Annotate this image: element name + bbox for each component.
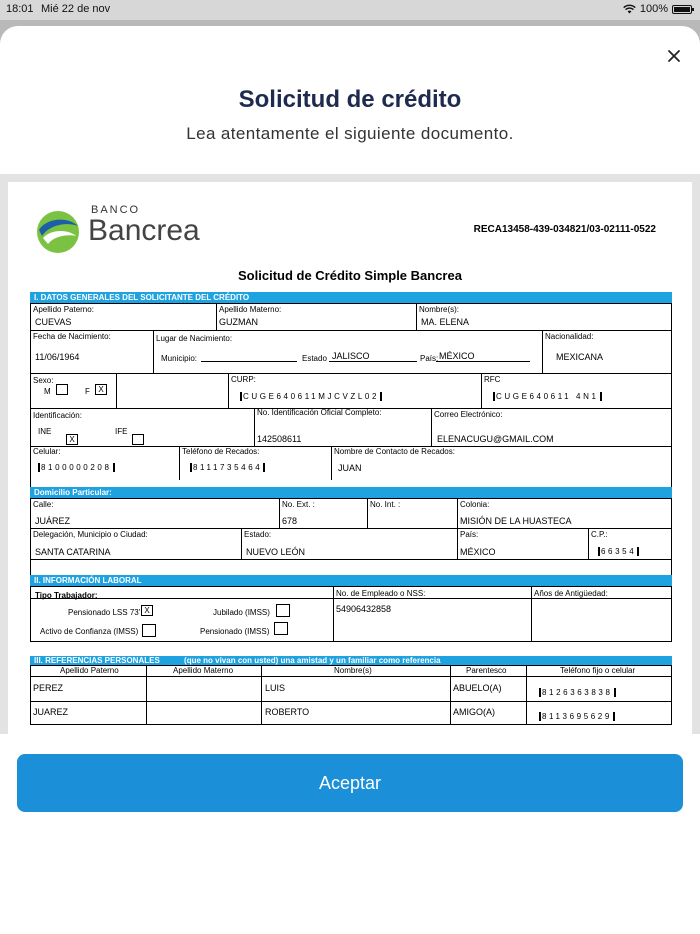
calle-label: Calle: — [33, 500, 54, 509]
col-divider — [254, 408, 255, 446]
sexo-f-label: F — [85, 387, 90, 396]
num-id-label: No. Identificación Oficial Completo: — [257, 408, 382, 417]
sexo-f-checkbox[interactable]: X — [95, 384, 107, 395]
col-divider — [367, 498, 368, 528]
col-divider — [531, 586, 532, 642]
col-header-telefono: Teléfono fijo o celular — [560, 666, 636, 675]
section-domicilio: Domicilio Particular: — [30, 487, 672, 498]
municipio-label: Municipio: — [161, 354, 198, 363]
pensionado-imss-label: Pensionado (IMSS) — [200, 627, 270, 636]
col-divider — [431, 408, 432, 446]
status-right — [623, 3, 692, 15]
ref-row-2-nombre: ROBERTO — [265, 707, 310, 717]
section-informacion-laboral: II. INFORMACIÓN LABORAL — [30, 575, 672, 586]
col-divider — [542, 330, 543, 373]
col-divider — [216, 303, 217, 330]
col-header-paterno: Apellido Paterno — [60, 666, 119, 675]
empleado-value: 54906432858 — [336, 604, 392, 614]
correo-label: Correo Electrónico: — [434, 410, 503, 419]
pensionado-lss-label: Pensionado LSS 73' — [68, 608, 141, 617]
ref-row-2-parentesco: AMIGO(A) — [453, 707, 495, 717]
empleado-label: No. de Empleado o NSS: — [336, 589, 426, 598]
close-icon[interactable] — [662, 44, 686, 68]
ext-label: No. Ext. : — [282, 500, 315, 509]
col-divider — [228, 373, 229, 408]
estado-label: Estado — [302, 354, 327, 363]
confianza-label: Activo de Confianza (IMSS) — [40, 627, 139, 636]
col-divider — [416, 303, 417, 330]
cp-label: C.P.: — [591, 530, 608, 539]
domicilio-pais-value: MÉXICO — [460, 547, 496, 557]
row-divider — [30, 528, 672, 529]
sexo-m-label: M — [44, 387, 51, 396]
nacionalidad-value: MEXICANA — [556, 352, 604, 362]
identificacion-label: Identificación: — [33, 411, 82, 420]
nombres-value: MA. ELENA — [421, 317, 470, 327]
fecha-label: Fecha de Nacimiento: — [33, 332, 111, 341]
cp-value: 66354 — [598, 547, 639, 556]
battery-icon — [672, 5, 692, 14]
apellido-paterno-label: Apellido Paterno: — [33, 305, 94, 314]
document-viewer[interactable] — [0, 174, 700, 734]
logo-brand-text: Bancrea — [88, 214, 200, 247]
municipio-field — [201, 353, 297, 362]
page-title: Solicitud de crédito — [238, 86, 462, 113]
estado-field — [329, 353, 417, 362]
ref-row-1-nombre: LUIS — [265, 683, 286, 693]
col-divider — [179, 446, 180, 480]
ine-label: INE — [38, 427, 52, 436]
pais-field — [436, 353, 530, 362]
col-divider — [526, 665, 527, 725]
ine-checkbox[interactable]: X — [66, 434, 78, 445]
lugar-label: Lugar de Nacimiento: — [156, 334, 233, 343]
document-title: Solicitud de Crédito Simple Bancrea — [238, 268, 462, 283]
celular-value: 8100000208 — [38, 463, 115, 472]
col-divider — [588, 528, 589, 560]
col-divider — [279, 498, 280, 528]
col-divider — [481, 373, 482, 408]
nombres-label: Nombre(s): — [419, 305, 460, 314]
ref-row-1-telefono: 8126363838 — [539, 688, 616, 697]
contacto-value: JUAN — [338, 463, 362, 473]
domicilio-estado-value: NUEVO LEÓN — [246, 547, 306, 557]
status-date: Mié 22 de nov — [41, 3, 111, 15]
nacionalidad-label: Nacionalidad: — [545, 332, 594, 341]
col-divider — [241, 528, 242, 560]
pais-value: MÉXICO — [439, 351, 475, 361]
celular-label: Celular: — [33, 447, 61, 456]
col-divider — [146, 665, 147, 725]
col-divider — [457, 528, 458, 560]
col-divider — [331, 446, 332, 480]
domicilio-pais-label: País: — [460, 530, 479, 539]
col-header-nombre: Nombre(s) — [334, 666, 372, 675]
col-divider — [457, 498, 458, 528]
rfc-value: CUGE640611 4N1 — [493, 392, 602, 401]
rfc-label: RFC — [484, 375, 501, 384]
domicilio-estado-label: Estado: — [244, 530, 272, 539]
referencias-title: III. REFERENCIAS PERSONALES — [34, 656, 160, 665]
tel-recados-label: Teléfono de Recados: — [182, 447, 260, 456]
document-reference: RECA13458-439-034821/03-02111-0522 — [473, 224, 656, 235]
col-divider — [450, 665, 451, 725]
pensionado-imss-checkbox[interactable] — [274, 622, 288, 635]
ref-row-2-telefono: 8113695629 — [539, 712, 615, 721]
section-referencias — [30, 656, 672, 665]
confianza-checkbox[interactable] — [142, 624, 156, 637]
contacto-label: Nombre de Contacto de Recados: — [334, 447, 455, 456]
colonia-label: Colonia: — [460, 500, 490, 509]
estado-value: JALISCO — [332, 351, 370, 361]
col-divider — [153, 330, 154, 373]
section-domicilio-frame — [30, 498, 672, 560]
col-divider — [333, 586, 334, 642]
row-divider — [30, 330, 672, 331]
ext-value: 678 — [282, 516, 298, 526]
ref-row-1-parentesco: ABUELO(A) — [453, 683, 502, 693]
ife-checkbox[interactable] — [132, 434, 144, 445]
accept-button[interactable]: Aceptar — [17, 754, 683, 812]
col-divider — [116, 373, 117, 408]
jubilado-label: Jubilado (IMSS) — [213, 608, 270, 617]
num-id-value: 142508611 — [257, 434, 302, 444]
col-header-parentesco: Parentesco — [466, 666, 507, 675]
tipo-trabajador-label: Tipo Trabajador: — [35, 591, 98, 600]
curp-value: CUGE640611MJCVZL02 — [240, 392, 382, 401]
delegacion-value: SANTA CATARINA — [35, 547, 111, 557]
col-header-materno: Apellido Materno — [173, 666, 234, 675]
jubilado-checkbox[interactable] — [276, 604, 290, 617]
wifi-icon — [623, 4, 636, 14]
col-divider — [261, 665, 262, 725]
colonia-value: MISIÓN DE LA HUASTECA — [460, 516, 572, 526]
apellido-materno-label: Apellido Materno: — [219, 305, 282, 314]
row-divider — [30, 676, 672, 677]
modal-sheet — [0, 26, 700, 934]
fecha-value: 11/06/1964 — [35, 352, 80, 362]
status-bar — [0, 0, 700, 20]
tel-recados-value: 8111735464 — [190, 463, 265, 472]
antiguedad-label: Años de Antigüedad: — [534, 589, 608, 598]
battery-percent: 100% — [639, 3, 668, 15]
curp-label: CURP: — [231, 375, 256, 384]
page-subtitle: Lea atentamente el siguiente documento. — [186, 124, 514, 143]
row-divider — [30, 373, 672, 374]
pais-label: País: — [420, 354, 439, 363]
int-label: No. Int. : — [370, 500, 401, 509]
apellido-materno-value: GUZMAN — [219, 317, 258, 327]
logo-banco-text: BANCO — [91, 204, 141, 216]
referencias-note: (que no vivan con usted) una amistad y un familiar como referencia — [184, 656, 441, 665]
section-datos-generales: I. DATOS GENERALES DEL SOLICITANTE DEL CRÉDITO — [30, 292, 672, 303]
ife-label: IFE — [115, 427, 128, 436]
apellido-paterno-value: CUEVAS — [35, 317, 72, 327]
sexo-label: Sexo: — [33, 376, 54, 385]
ref-row-1-paterno: PEREZ — [33, 683, 64, 693]
delegacion-label: Delegación, Municipio o Ciudad: — [33, 530, 148, 539]
pensionado-lss-checkbox[interactable]: X — [141, 605, 153, 616]
credit-application-document — [8, 182, 692, 734]
status-time: 18:01 — [6, 3, 34, 15]
calle-value: JUÁREZ — [35, 516, 71, 526]
correo-value: ELENACUGU@GMAIL.COM — [437, 434, 554, 444]
sexo-m-checkbox[interactable] — [56, 384, 68, 395]
ref-row-2-paterno: JUAREZ — [33, 707, 69, 717]
row-divider — [30, 701, 672, 702]
